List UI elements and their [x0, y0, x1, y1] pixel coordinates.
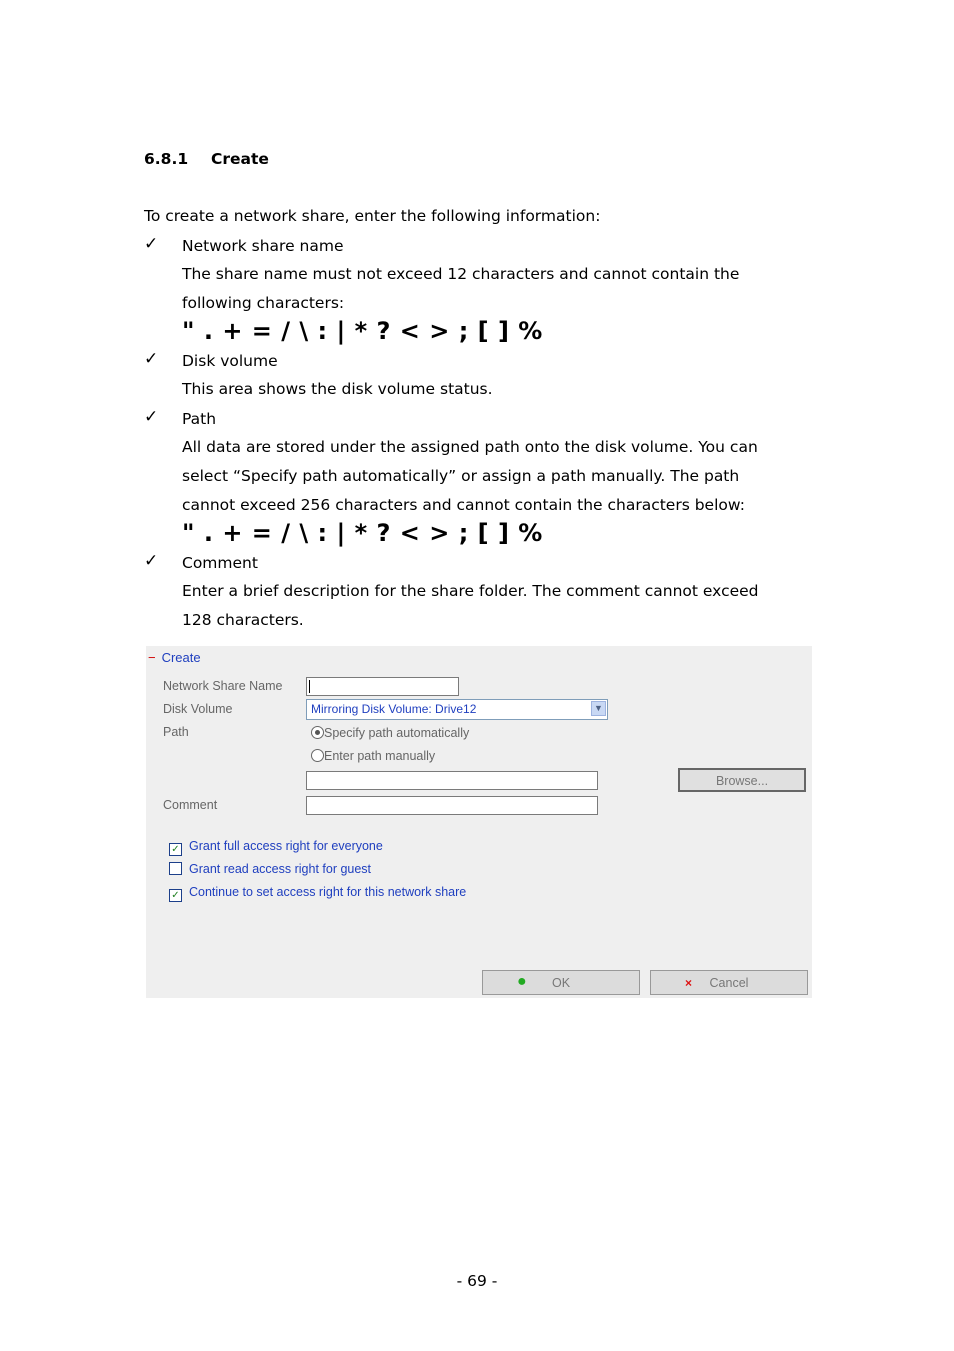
section-number: 6.8.1: [144, 150, 189, 168]
ok-button[interactable]: [482, 970, 640, 995]
text-cursor: [309, 680, 310, 693]
checkbox-guest-read[interactable]: [169, 862, 371, 876]
comment-label: Comment: [163, 798, 218, 812]
checkbox-checked-icon[interactable]: ✓: [169, 843, 182, 856]
radio-selected-icon[interactable]: [311, 726, 324, 739]
cancel-label: Cancel: [709, 976, 749, 990]
item-title-path: Path: [182, 410, 217, 428]
cancel-button[interactable]: [650, 970, 808, 995]
dialog-title[interactable]: [148, 650, 201, 665]
ok-label: OK: [551, 976, 571, 990]
checkbox-unchecked-icon[interactable]: [169, 862, 182, 875]
desc-line: Enter a brief description for the share folder. The comment cannot exceed: [182, 582, 759, 600]
checkbox-continue-access[interactable]: [169, 885, 466, 902]
check-icon: ✓: [144, 551, 159, 571]
desc-line: All data are stored under the assigned path onto the disk volume. You can: [182, 438, 758, 456]
desc-line: 128 characters.: [182, 611, 304, 629]
disk-volume-selected: Mirroring Disk Volume: Drive12: [311, 702, 477, 716]
desc-line: This area shows the disk volume status.: [182, 380, 493, 398]
disk-volume-label: Disk Volume: [163, 702, 233, 716]
path-option-label: Specify path automatically: [324, 726, 470, 740]
checkbox-checked-icon[interactable]: ✓: [169, 889, 182, 902]
forbidden-chars: " . + = / \ : | * ? < > ; [ ] %: [182, 519, 543, 547]
checkbox-full-access[interactable]: [169, 839, 383, 856]
section-heading: [144, 150, 269, 168]
chevron-down-icon[interactable]: ▼: [591, 701, 606, 716]
desc-line: The share name must not exceed 12 characters and cannot contain the: [182, 265, 740, 283]
browse-button[interactable]: Browse...: [678, 768, 806, 792]
path-option-auto[interactable]: [311, 726, 469, 740]
path-label: Path: [163, 725, 189, 739]
create-share-dialog: [146, 646, 812, 998]
checkbox-label: Continue to set access right for this network share: [189, 885, 467, 899]
item-desc-disk-volume: [182, 375, 802, 404]
path-option-manual[interactable]: [311, 749, 435, 763]
forbidden-chars: " . + = / \ : | * ? < > ; [ ] %: [182, 317, 543, 345]
intro-text: To create a network share, enter the following information:: [144, 207, 601, 225]
radio-unselected-icon[interactable]: [311, 749, 324, 762]
share-name-input[interactable]: [306, 677, 459, 696]
desc-line: select “Specify path automatically” or assign a path manually. The path: [182, 467, 740, 485]
disk-volume-select[interactable]: [306, 699, 608, 720]
page-number: - 69 -: [456, 1272, 498, 1290]
close-icon: ×: [685, 976, 693, 990]
collapse-icon[interactable]: −: [148, 650, 156, 665]
section-title: Create: [211, 150, 269, 168]
path-input[interactable]: [306, 771, 598, 790]
item-desc-path: [182, 433, 802, 520]
item-title-comment: Comment: [182, 554, 258, 572]
dialog-title-text: Create: [161, 650, 201, 665]
path-option-label: Enter path manually: [324, 749, 436, 763]
check-icon: ✓: [144, 407, 159, 427]
checkbox-label: Grant full access right for everyone: [189, 839, 383, 853]
share-name-label: Network Share Name: [163, 679, 283, 693]
item-desc-comment: [182, 577, 802, 635]
checkbox-label: Grant read access right for guest: [189, 862, 372, 876]
comment-input[interactable]: [306, 796, 598, 815]
desc-line: following characters:: [182, 294, 345, 312]
check-icon: ✓: [144, 234, 159, 254]
item-title-disk-volume: Disk volume: [182, 352, 278, 370]
ok-dot-icon: ●: [517, 973, 527, 990]
item-title-share-name: Network share name: [182, 237, 344, 255]
item-desc-share-name: [182, 260, 802, 318]
desc-line: cannot exceed 256 characters and cannot contain the characters below:: [182, 496, 745, 514]
check-icon: ✓: [144, 349, 159, 369]
